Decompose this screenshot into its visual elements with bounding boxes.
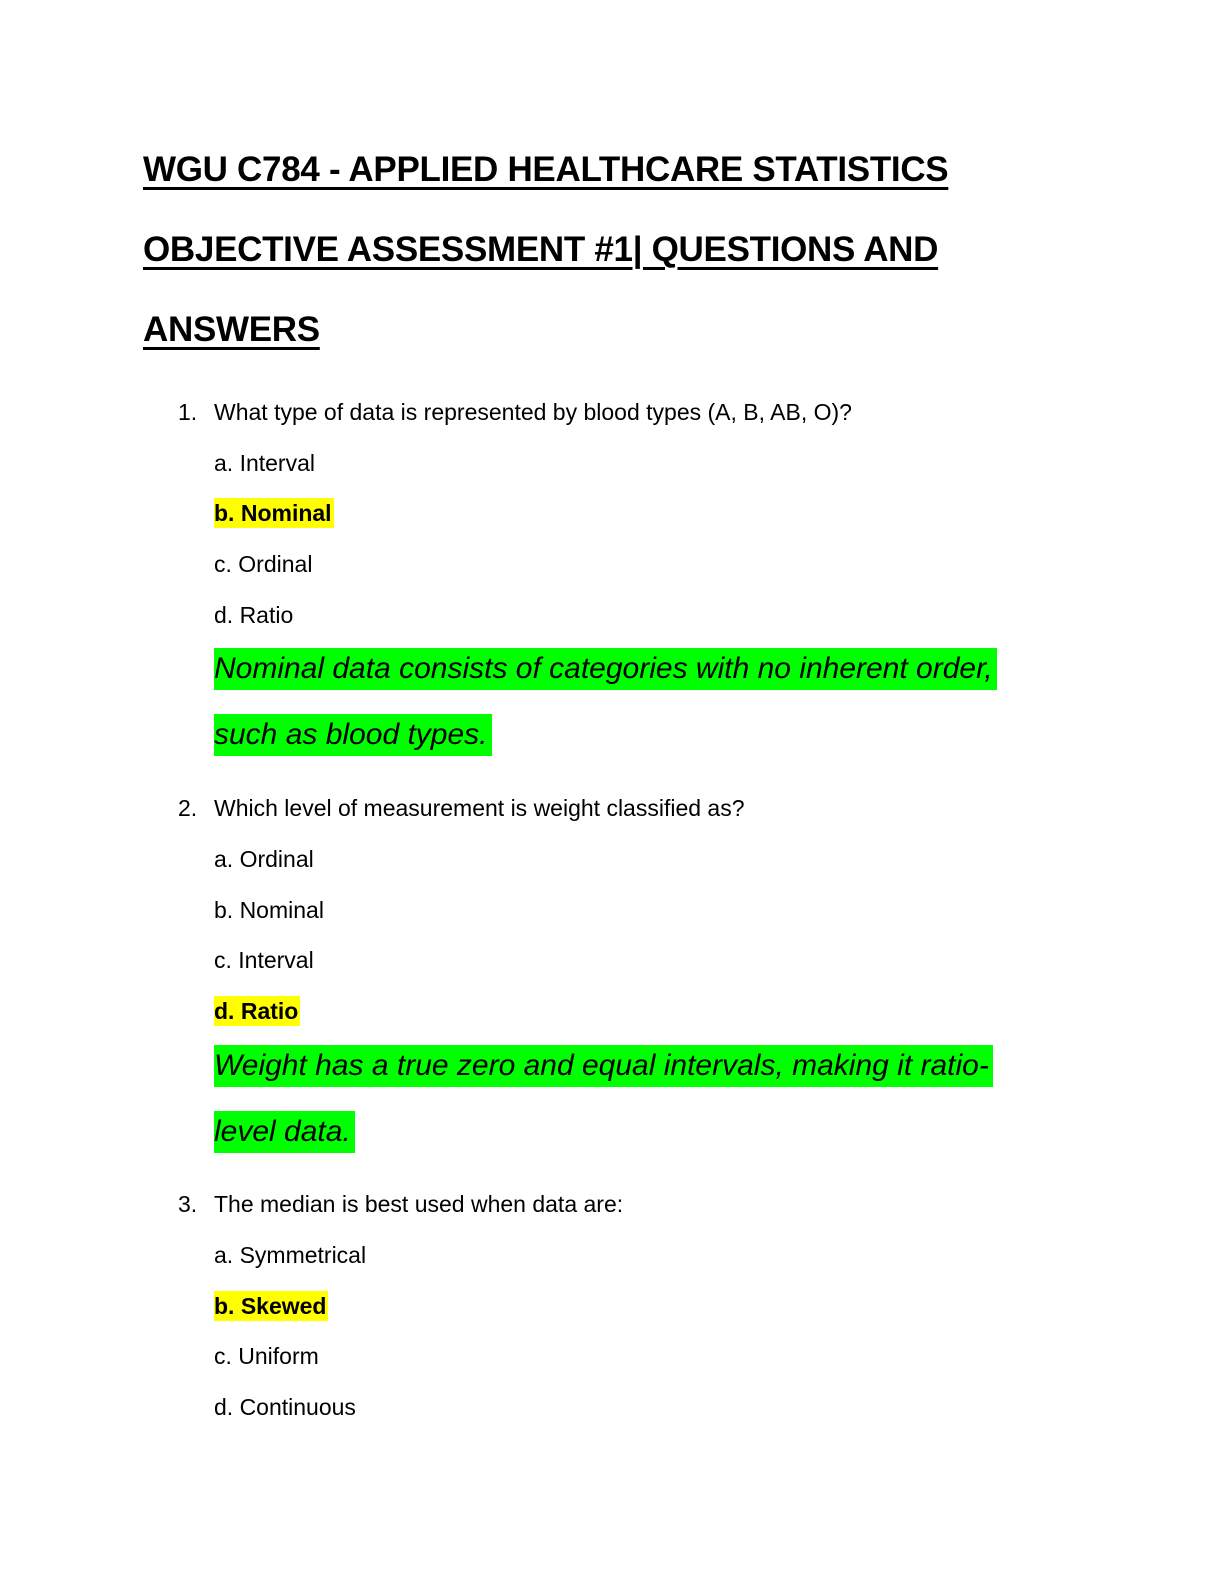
- document-title-line-3: ANSWERS: [143, 310, 320, 349]
- document-title-line-2: OBJECTIVE ASSESSMENT #1| QUESTIONS AND: [143, 230, 939, 269]
- question-text: What type of data is represented by blood types (A, B, AB, O)?: [214, 399, 852, 425]
- question-number: 1.: [178, 399, 198, 425]
- option-3c: c. Uniform: [214, 1343, 319, 1369]
- option-1d: d. Ratio: [214, 602, 294, 628]
- explanation-1-line-2: such as blood types.: [214, 714, 492, 756]
- question-number: 3.: [178, 1191, 198, 1217]
- option-1a: a. Interval: [214, 450, 315, 476]
- option-2c: c. Interval: [214, 947, 314, 973]
- correct-answer-3b: b. Skewed: [214, 1293, 327, 1319]
- option-3d: d. Continuous: [214, 1394, 356, 1420]
- option-2b: b. Nominal: [214, 897, 324, 923]
- correct-answer-1b: b. Nominal: [214, 500, 332, 526]
- document-title-line-1: WGU C784 - APPLIED HEALTHCARE STATISTICS: [143, 150, 949, 189]
- question-2: [178, 793, 745, 823]
- explanation-1-line-1: Nominal data consists of categories with no inherent order,: [214, 648, 997, 690]
- explanation-2-line-2: level data.: [214, 1111, 355, 1153]
- question-1: [178, 397, 852, 427]
- question-3: [178, 1189, 623, 1219]
- correct-answer-2d: d. Ratio: [214, 998, 299, 1024]
- option-1c: c. Ordinal: [214, 551, 313, 577]
- question-number: 2.: [178, 795, 198, 821]
- option-2a: a. Ordinal: [214, 846, 314, 872]
- question-text: The median is best used when data are:: [214, 1191, 624, 1217]
- option-3a: a. Symmetrical: [214, 1242, 367, 1268]
- explanation-2-line-1: Weight has a true zero and equal intervals, making it ratio-: [214, 1045, 993, 1087]
- question-text: Which level of measurement is weight classified as?: [214, 795, 745, 821]
